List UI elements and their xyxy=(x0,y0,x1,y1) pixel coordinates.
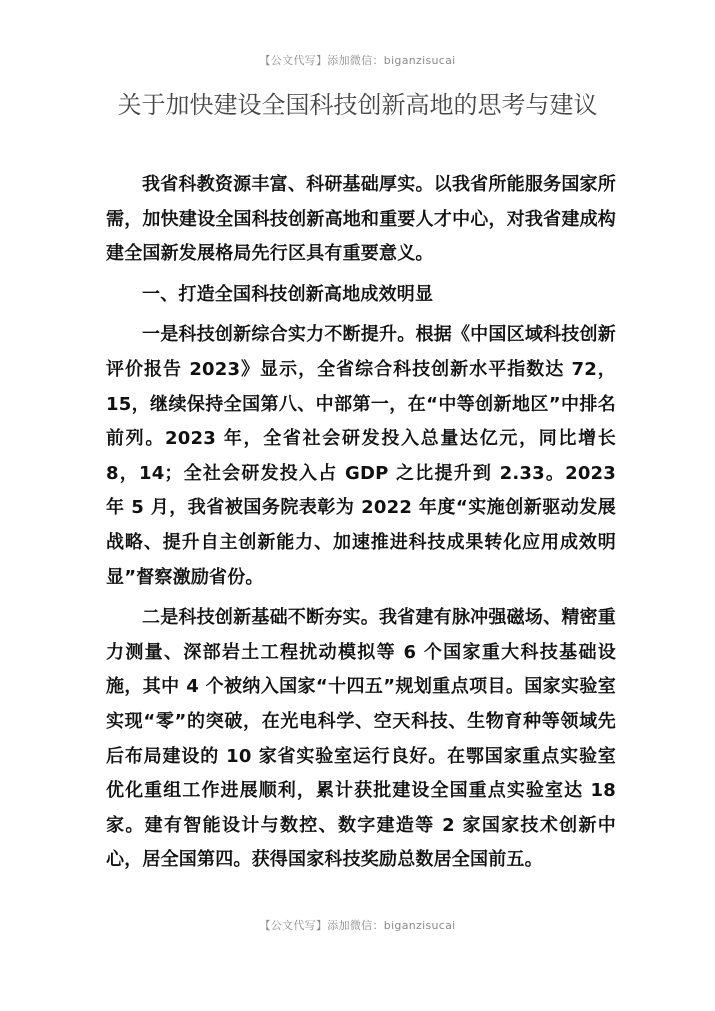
header-watermark-note: 【公文代写】添加微信：biganzisucai xyxy=(259,54,456,67)
section-heading: 一、打造全国科技创新高地成效明显 xyxy=(142,283,434,305)
body-paragraph-foundation: 二是科技创新基础不断夯实。我省建有脉冲强磁场、精密重力测量、深部岩土工程扰动模拟等 6 个国家重大科技基础设施，其中 4 个被纳入国家“十四五”规划重点项目。国家实验室实现“零”的突破，在光电科学、空天科技、生物育种等领域先后布局建设的 10 家省实验室运行良好。在鄂国家重点实验室优化重组工作进展顺利，累计获批建设全国重点实验室达 18 家。建有智能设计与数控、数字建造等 2 家国家技术创新中心，居全国第四。获得国家科技奖励总数居全国前五。 xyxy=(106,607,616,871)
body-paragraph-strength: 一是科技创新综合实力不断提升。根据《中国区域科技创新评价报告 2023》显示，全省综合科技创新水平指数达 72，15，继续保持全国第八、中部第一，在“中等创新地区”中排名前列。2023 年，全省社会研发投入总量达亿元，同比增长 8，14；全社会研发投入占 GDP 之比提升到 2.33。2023 年 5 月，我省被国务院表彰为 2022 年度“实施创新驱动发展战略、提升自主创新能力、加速推进科技成果转化应用成效明显”督察激励省份。 xyxy=(106,324,616,588)
intro-paragraph: 我省科教资源丰富、科研基础厚实。以我省所能服务国家所需，加快建设全国科技创新高地和重要人才中心，对我省建成构建全国新发展格局先行区具有重要意义。 xyxy=(106,174,616,265)
document-title: 关于加快建设全国科技创新高地的思考与建议 xyxy=(117,91,598,119)
footer-watermark-note: 【公文代写】添加微信：biganzisucai xyxy=(259,919,456,932)
document-body xyxy=(106,168,616,878)
